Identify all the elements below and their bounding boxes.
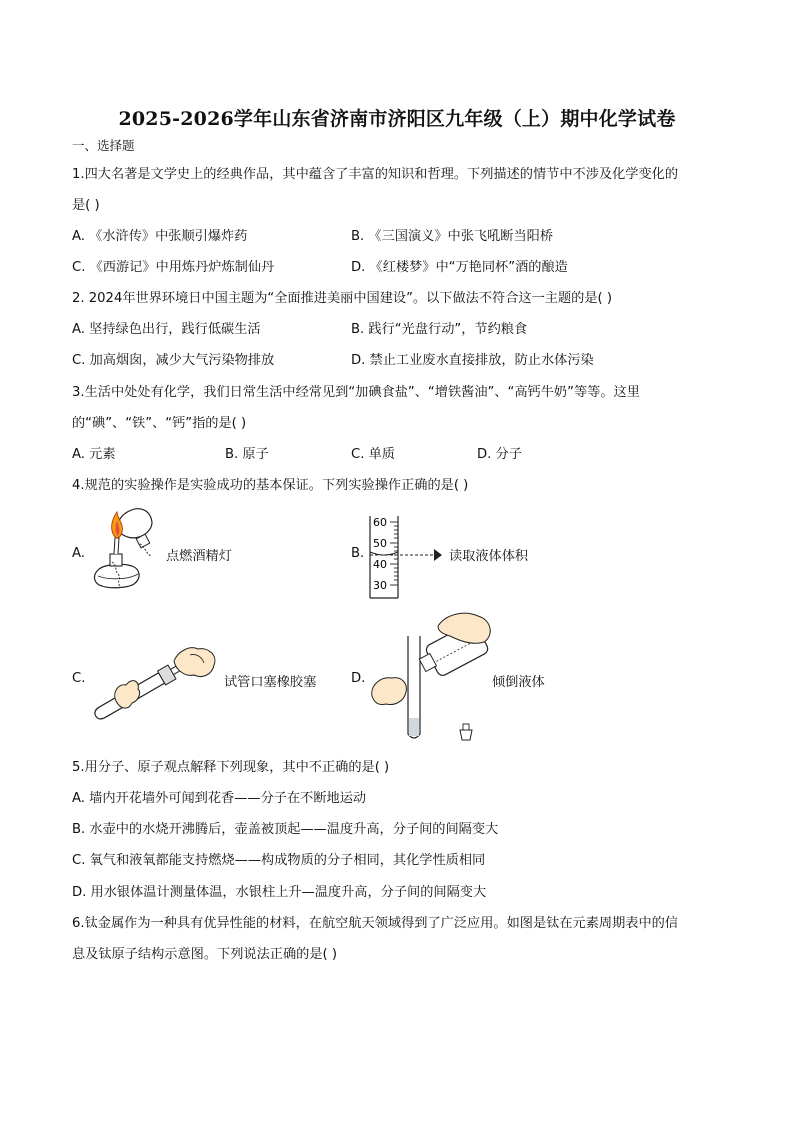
q2-option-c: C. 加高烟囱，减少大气污染物排放 [72, 353, 275, 368]
tick-50: 50 [373, 537, 387, 550]
test-tube-stopper-figure [86, 627, 226, 723]
q4-option-b-letter: B. [351, 546, 365, 561]
tick-40: 40 [373, 558, 387, 571]
tick-30: 30 [373, 579, 387, 592]
q4-option-c-letter: C. [72, 671, 86, 686]
q5-option-b: B. 水壶中的水烧开沸腾后，壶盖被顶起——温度升高，分子间的间隔变大 [72, 822, 499, 837]
q4-option-d-letter: D. [351, 671, 366, 686]
q1-option-c: C. 《西游记》中用炼丹炉炼制仙丹 [72, 260, 275, 275]
q2-stem: 2. 2024年世界环境日中国主题为“全面推进美丽中国建设”。以下做法不符合这一主题的是( ) [72, 291, 613, 306]
q3-option-c: C. 单质 [351, 447, 395, 462]
q2-option-a: A. 坚持绿色出行，践行低碳生活 [72, 322, 261, 337]
q1-option-d: D. 《红楼梦》中“万艳同杯”酒的酿造 [351, 260, 568, 275]
q4-option-d-label: 倾倒液体 [492, 675, 545, 690]
q4-stem: 4.规范的实验操作是实验成功的基本保证。下列实验操作正确的是( ) [72, 478, 469, 493]
q3-stem-line1: 3.生活中处处有化学，我们日常生活中经常见到“加碘食盐”、“增铁酱油”、“高钙牛奶”等等。这里 [72, 385, 640, 400]
section-heading: 一、选择题 [72, 138, 135, 153]
q6-stem-line2: 息及钛原子结构示意图。下列说法正确的是( ) [72, 947, 338, 962]
exam-title: 2025-2026学年山东省济南市济阳区九年级（上）期中化学试卷 [118, 108, 676, 130]
q5-stem: 5.用分子、原子观点解释下列现象，其中不正确的是( ) [72, 760, 390, 775]
q3-option-b: B. 原子 [225, 447, 269, 462]
q5-option-a: A. 墙内开花墙外可闻到花香——分子在不断地运动 [72, 791, 367, 806]
q1-stem-line2: 是( ) [72, 198, 100, 213]
q4-option-c-label: 试管口塞橡胶塞 [224, 675, 317, 690]
q1-option-a: A. 《水浒传》中张顺引爆炸药 [72, 229, 248, 244]
q1-stem-line1: 1.四大名著是文学史上的经典作品，其中蕴含了丰富的知识和哲理。下列描述的情节中不涉及化学变化的 [72, 167, 679, 182]
q4-option-a-label: 点燃酒精灯 [166, 549, 232, 564]
graduated-cylinder-figure [368, 510, 450, 602]
pouring-liquid-figure [368, 606, 496, 748]
q3-option-a: A. 元素 [72, 447, 116, 462]
alcohol-lamp-figure [88, 508, 170, 604]
eye-icon [434, 549, 442, 561]
q5-option-d: D. 用水银体温计测量体温，水银柱上升—温度升高，分子间的间隔变大 [72, 885, 487, 900]
q3-option-d: D. 分子 [477, 447, 522, 462]
q2-option-b: B. 践行“光盘行动”，节约粮食 [351, 322, 528, 337]
q5-option-c: C. 氧气和液氧都能支持燃烧——构成物质的分子相同，其化学性质相同 [72, 853, 486, 868]
q4-option-a-letter: A. [72, 546, 85, 561]
q2-option-d: D. 禁止工业废水直接排放，防止水体污染 [351, 353, 594, 368]
tick-60: 60 [373, 516, 387, 529]
q6-stem-line1: 6.钛金属作为一种具有优异性能的材料，在航空航天领域得到了广泛应用。如图是钛在元素周期表中的信 [72, 916, 679, 931]
q4-option-b-label: 读取液体体积 [449, 549, 529, 564]
q1-option-b: B. 《三国演义》中张飞吼断当阳桥 [351, 229, 554, 244]
q3-stem-line2: 的“碘”、“铁”、“钙”指的是( ) [72, 416, 247, 431]
